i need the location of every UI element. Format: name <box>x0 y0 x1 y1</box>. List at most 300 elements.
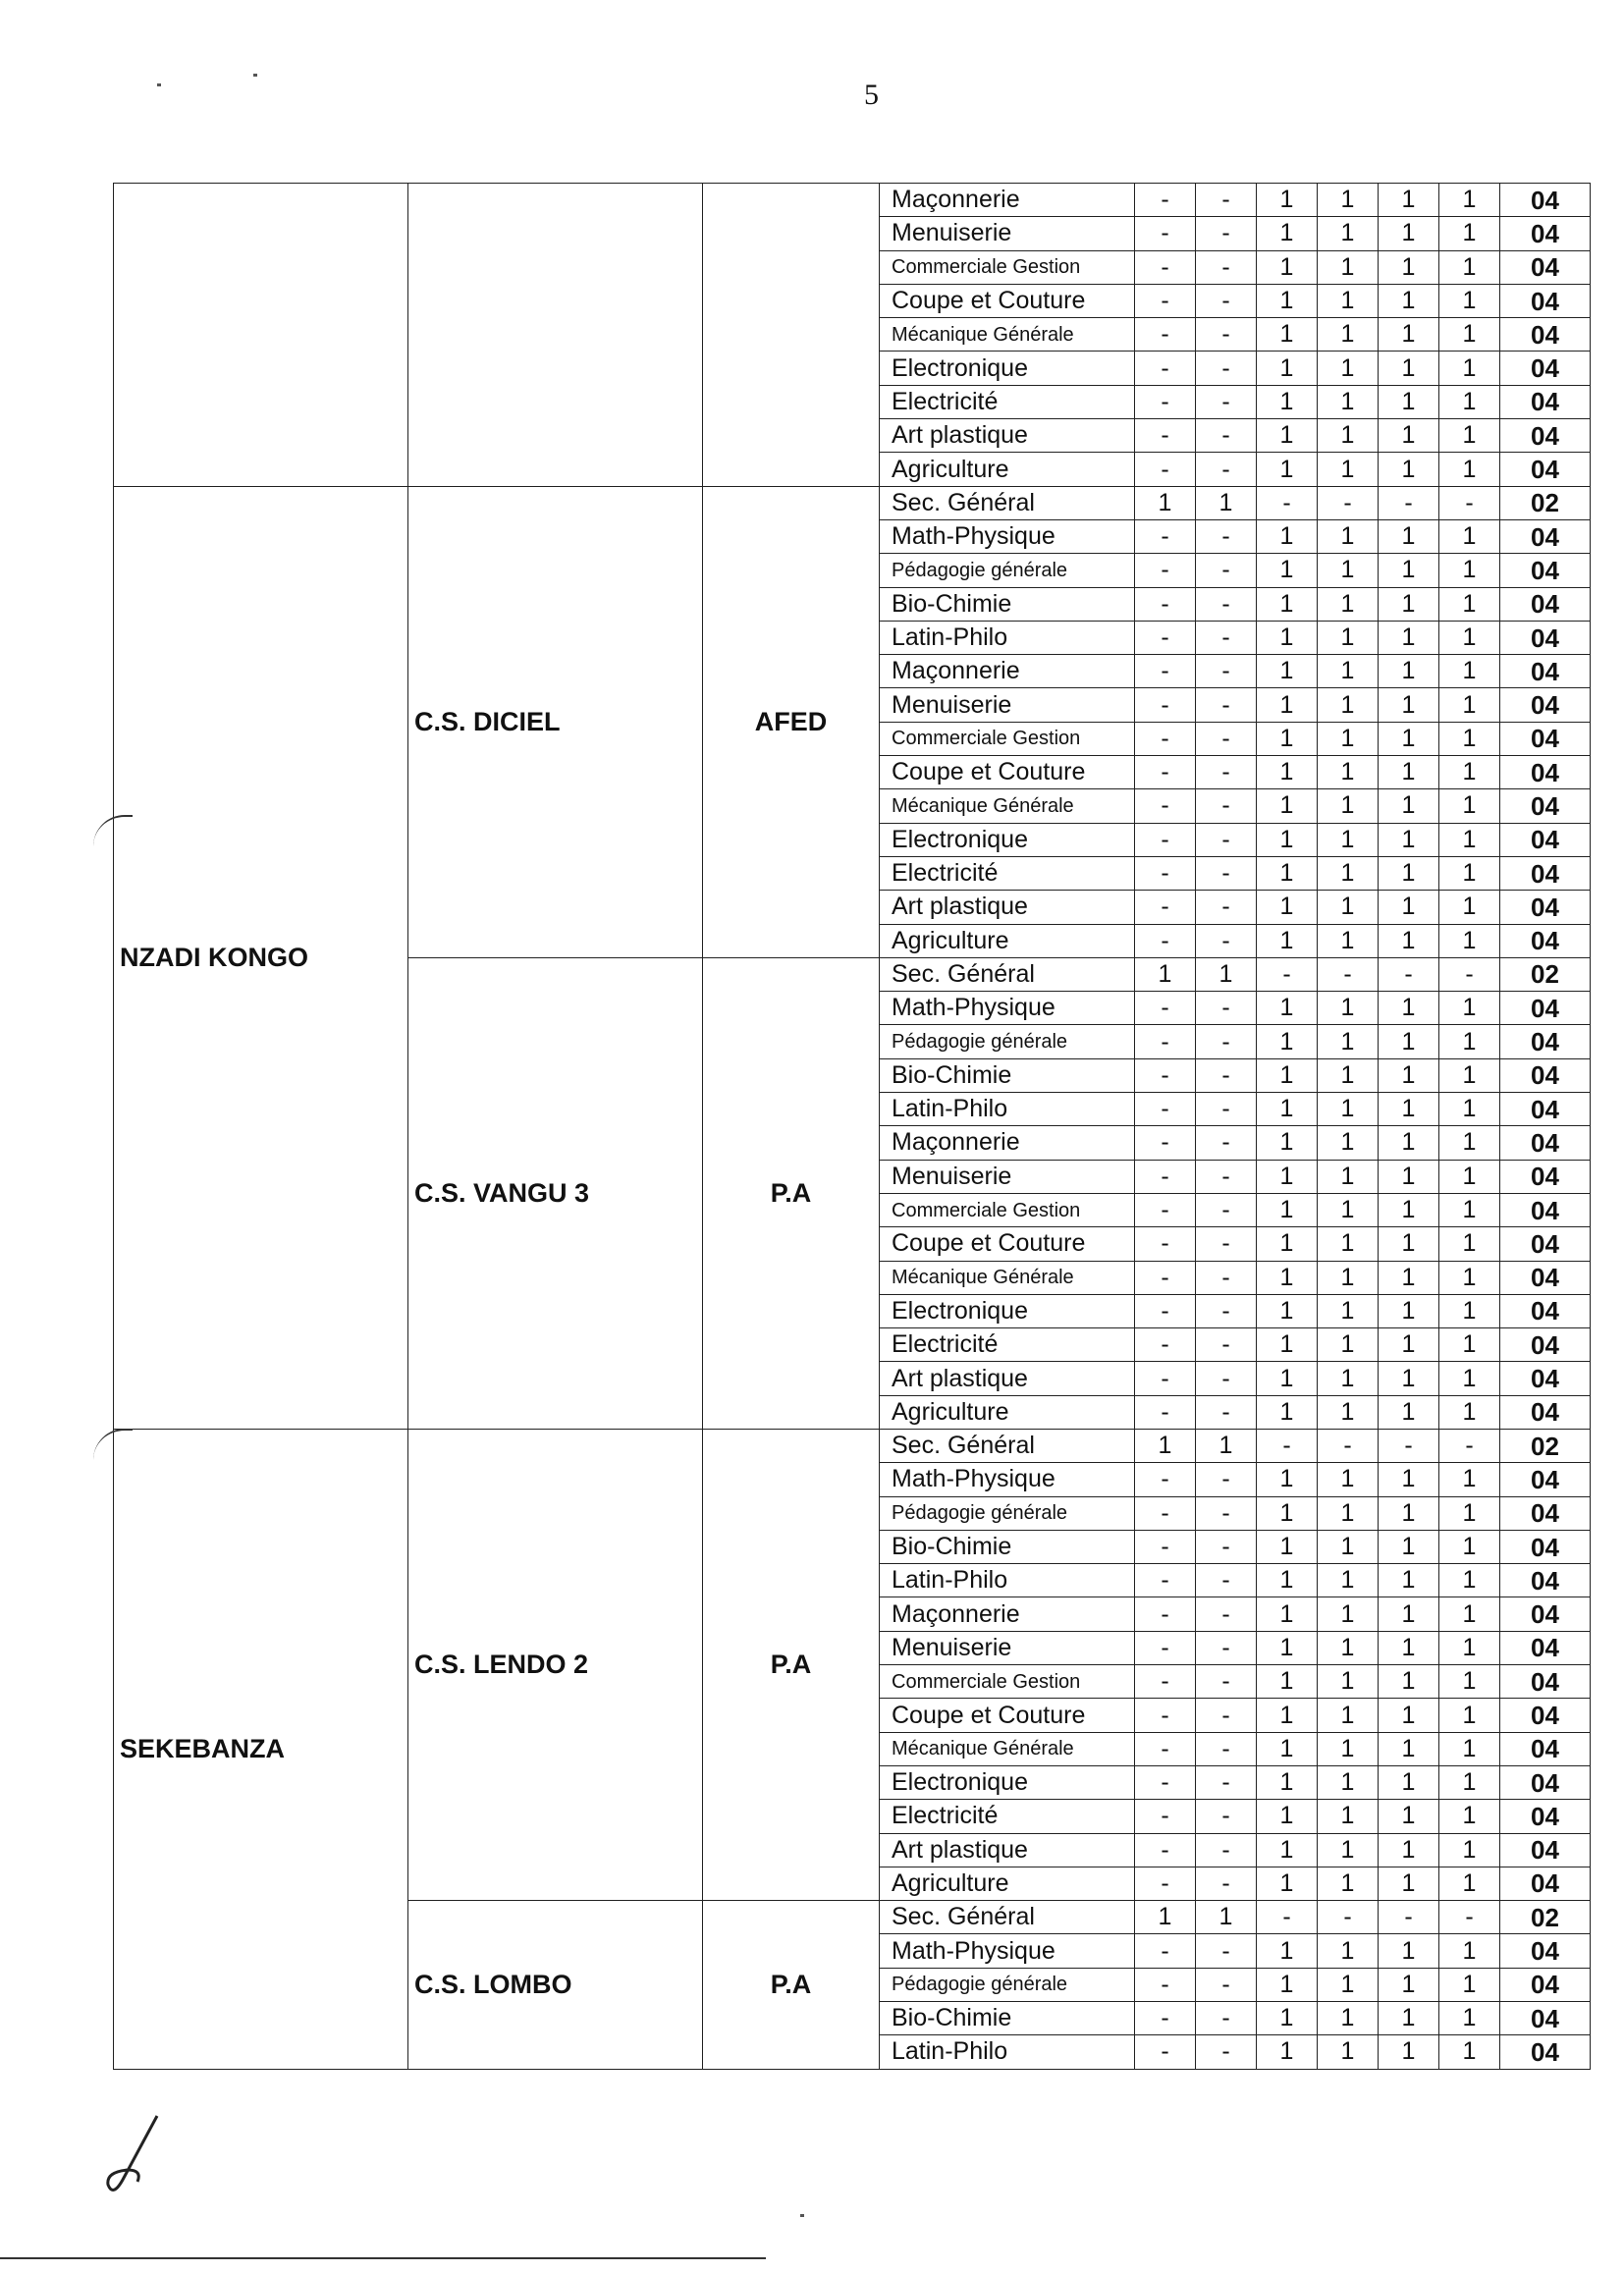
count-cell-c1: - <box>1135 1530 1196 1563</box>
count-cell-c3: - <box>1257 957 1318 991</box>
total-cell: 04 <box>1500 1530 1591 1563</box>
count-cell-c4: 1 <box>1318 1665 1379 1699</box>
table-row <box>114 486 1591 519</box>
total-cell: 04 <box>1500 1496 1591 1530</box>
count-cell-c5: 1 <box>1379 1193 1439 1226</box>
count-cell-c6: 1 <box>1439 1833 1500 1867</box>
option-cell: Maçonnerie <box>880 655 1135 688</box>
count-cell-c1: - <box>1135 1093 1196 1126</box>
total-cell: 04 <box>1500 1395 1591 1429</box>
count-cell-c6: 1 <box>1439 1126 1500 1160</box>
count-cell-c5: 1 <box>1379 1025 1439 1058</box>
count-cell-c6: 1 <box>1439 385 1500 418</box>
count-cell-c1: 1 <box>1135 1429 1196 1462</box>
option-cell: Commerciale Gestion <box>880 1193 1135 1226</box>
count-cell-c5: 1 <box>1379 385 1439 418</box>
count-cell-c6: 1 <box>1439 992 1500 1025</box>
count-cell-c3: 1 <box>1257 1732 1318 1765</box>
count-cell-c1: - <box>1135 1193 1196 1226</box>
count-cell-c2: - <box>1196 756 1257 789</box>
option-cell: Menuiserie <box>880 1160 1135 1193</box>
count-cell-c4: 1 <box>1318 655 1379 688</box>
count-cell-c2: - <box>1196 385 1257 418</box>
count-cell-c6: 1 <box>1439 519 1500 553</box>
count-cell-c5: 1 <box>1379 621 1439 654</box>
count-cell-c5: 1 <box>1379 1699 1439 1732</box>
count-cell-c3: 1 <box>1257 1294 1318 1327</box>
count-cell-c6: 1 <box>1439 1463 1500 1496</box>
count-cell-c3: 1 <box>1257 856 1318 890</box>
option-cell: Electricité <box>880 385 1135 418</box>
count-cell-c1: - <box>1135 1160 1196 1193</box>
count-cell-c2: - <box>1196 2035 1257 2069</box>
option-cell: Sec. Général <box>880 1901 1135 1934</box>
count-cell-c5: 1 <box>1379 722 1439 755</box>
count-cell-c4: 1 <box>1318 1631 1379 1664</box>
count-cell-c5: 1 <box>1379 1665 1439 1699</box>
count-cell-c2: 1 <box>1196 1901 1257 1934</box>
count-cell-c3: 1 <box>1257 1800 1318 1833</box>
count-cell-c2: - <box>1196 1261 1257 1294</box>
count-cell-c1: - <box>1135 1058 1196 1092</box>
total-cell: 04 <box>1500 1193 1591 1226</box>
total-cell: 04 <box>1500 453 1591 486</box>
total-cell: 04 <box>1500 1025 1591 1058</box>
count-cell-c3: - <box>1257 486 1318 519</box>
option-cell: Menuiserie <box>880 1631 1135 1664</box>
count-cell-c1: - <box>1135 823 1196 856</box>
total-cell: 04 <box>1500 519 1591 553</box>
count-cell-c6: 1 <box>1439 1597 1500 1631</box>
count-cell-c6: 1 <box>1439 419 1500 453</box>
count-cell-c4: 1 <box>1318 318 1379 352</box>
scan-speck-2 <box>253 74 257 77</box>
option-cell: Maçonnerie <box>880 1597 1135 1631</box>
count-cell-c6: 1 <box>1439 1093 1500 1126</box>
count-cell-c3: 1 <box>1257 1530 1318 1563</box>
count-cell-c3: 1 <box>1257 1227 1318 1261</box>
count-cell-c3: 1 <box>1257 318 1318 352</box>
option-cell: Latin-Philo <box>880 2035 1135 2069</box>
count-cell-c3: 1 <box>1257 992 1318 1025</box>
count-cell-c1: - <box>1135 891 1196 924</box>
count-cell-c5: 1 <box>1379 1597 1439 1631</box>
count-cell-c6: 1 <box>1439 1968 1500 2001</box>
total-cell: 04 <box>1500 554 1591 587</box>
total-cell: 04 <box>1500 722 1591 755</box>
option-cell: Bio-Chimie <box>880 2002 1135 2035</box>
count-cell-c2: - <box>1196 1934 1257 1968</box>
count-cell-c1: - <box>1135 1934 1196 1968</box>
total-cell: 02 <box>1500 1429 1591 1462</box>
count-cell-c2: - <box>1196 1496 1257 1530</box>
count-cell-c4: 1 <box>1318 1732 1379 1765</box>
count-cell-c4: 1 <box>1318 453 1379 486</box>
total-cell: 04 <box>1500 1463 1591 1496</box>
count-cell-c5: 1 <box>1379 1160 1439 1193</box>
option-cell: Bio-Chimie <box>880 587 1135 621</box>
count-cell-c5: 1 <box>1379 992 1439 1025</box>
option-cell: Art plastique <box>880 891 1135 924</box>
count-cell-c2: - <box>1196 655 1257 688</box>
total-cell: 04 <box>1500 2035 1591 2069</box>
option-cell: Menuiserie <box>880 688 1135 722</box>
option-cell: Agriculture <box>880 1395 1135 1429</box>
count-cell-c3: 1 <box>1257 1968 1318 2001</box>
total-cell: 04 <box>1500 1765 1591 1799</box>
table-row <box>114 1429 1591 1462</box>
option-cell: Electricité <box>880 1800 1135 1833</box>
count-cell-c4: 1 <box>1318 1564 1379 1597</box>
count-cell-c4: 1 <box>1318 1833 1379 1867</box>
count-cell-c5: 1 <box>1379 1765 1439 1799</box>
count-cell-c2: - <box>1196 1867 1257 1900</box>
count-cell-c4: 1 <box>1318 1126 1379 1160</box>
count-cell-c1: - <box>1135 519 1196 553</box>
count-cell-c1: - <box>1135 924 1196 957</box>
count-cell-c5: 1 <box>1379 1564 1439 1597</box>
count-cell-c6: 1 <box>1439 1058 1500 1092</box>
count-cell-c1: - <box>1135 1328 1196 1362</box>
count-cell-c5: - <box>1379 1901 1439 1934</box>
count-cell-c1: - <box>1135 419 1196 453</box>
count-cell-c5: 1 <box>1379 1934 1439 1968</box>
count-cell-c2: - <box>1196 1362 1257 1395</box>
school-options-table <box>113 183 1591 2070</box>
count-cell-c6: - <box>1439 486 1500 519</box>
count-cell-c5: 1 <box>1379 1496 1439 1530</box>
count-cell-c3: 1 <box>1257 2002 1318 2035</box>
count-cell-c4: 1 <box>1318 1093 1379 1126</box>
count-cell-c1: - <box>1135 1025 1196 1058</box>
option-cell: Latin-Philo <box>880 1564 1135 1597</box>
total-cell: 04 <box>1500 1867 1591 1900</box>
count-cell-c2: - <box>1196 1968 1257 2001</box>
count-cell-c5: 1 <box>1379 1800 1439 1833</box>
count-cell-c4: 1 <box>1318 1800 1379 1833</box>
count-cell-c3: 1 <box>1257 1261 1318 1294</box>
count-cell-c5: 1 <box>1379 1530 1439 1563</box>
count-cell-c4: 1 <box>1318 1362 1379 1395</box>
count-cell-c4: - <box>1318 1429 1379 1462</box>
count-cell-c3: 1 <box>1257 1395 1318 1429</box>
count-cell-c6: 1 <box>1439 2002 1500 2035</box>
count-cell-c6: 1 <box>1439 1193 1500 1226</box>
count-cell-c6: 1 <box>1439 1395 1500 1429</box>
option-cell: Art plastique <box>880 1362 1135 1395</box>
territory-cell: NZADI KONGO <box>114 486 408 1429</box>
count-cell-c1: - <box>1135 587 1196 621</box>
option-cell: Art plastique <box>880 419 1135 453</box>
count-cell-c4: 1 <box>1318 1193 1379 1226</box>
count-cell-c4: - <box>1318 1901 1379 1934</box>
count-cell-c6: 1 <box>1439 1665 1500 1699</box>
school-cell: C.S. DICIEL <box>408 486 703 957</box>
count-cell-c4: 1 <box>1318 519 1379 553</box>
count-cell-c4: 1 <box>1318 823 1379 856</box>
count-cell-c4: 1 <box>1318 1328 1379 1362</box>
count-cell-c5: 1 <box>1379 688 1439 722</box>
count-cell-c6: 1 <box>1439 1160 1500 1193</box>
count-cell-c5: - <box>1379 486 1439 519</box>
count-cell-c2: - <box>1196 1294 1257 1327</box>
school-cell: C.S. LENDO 2 <box>408 1429 703 1900</box>
count-cell-c6: 1 <box>1439 587 1500 621</box>
count-cell-c4: 1 <box>1318 385 1379 418</box>
count-cell-c2: - <box>1196 1530 1257 1563</box>
count-cell-c1: - <box>1135 284 1196 317</box>
total-cell: 04 <box>1500 352 1591 385</box>
count-cell-c2: - <box>1196 1665 1257 1699</box>
count-cell-c2: - <box>1196 1833 1257 1867</box>
count-cell-c5: 1 <box>1379 554 1439 587</box>
count-cell-c2: - <box>1196 554 1257 587</box>
count-cell-c1: - <box>1135 385 1196 418</box>
count-cell-c5: 1 <box>1379 1362 1439 1395</box>
count-cell-c6: 1 <box>1439 2035 1500 2069</box>
total-cell: 02 <box>1500 1901 1591 1934</box>
count-cell-c2: - <box>1196 1800 1257 1833</box>
option-cell: Electricité <box>880 1328 1135 1362</box>
count-cell-c1: - <box>1135 992 1196 1025</box>
count-cell-c1: - <box>1135 2035 1196 2069</box>
count-cell-c4: 1 <box>1318 789 1379 823</box>
total-cell: 04 <box>1500 1058 1591 1092</box>
margin-bracket-2 <box>93 1429 133 1460</box>
count-cell-c6: 1 <box>1439 1496 1500 1530</box>
count-cell-c5: 1 <box>1379 453 1439 486</box>
option-cell: Commerciale Gestion <box>880 1665 1135 1699</box>
count-cell-c3: 1 <box>1257 1328 1318 1362</box>
count-cell-c2: - <box>1196 1395 1257 1429</box>
option-cell: Commerciale Gestion <box>880 250 1135 284</box>
count-cell-c6: 1 <box>1439 1530 1500 1563</box>
regime-cell: P.A <box>703 1901 880 2069</box>
count-cell-c4: 1 <box>1318 1261 1379 1294</box>
count-cell-c3: 1 <box>1257 250 1318 284</box>
count-cell-c3: 1 <box>1257 1597 1318 1631</box>
total-cell: 04 <box>1500 419 1591 453</box>
count-cell-c2: - <box>1196 789 1257 823</box>
count-cell-c3: 1 <box>1257 621 1318 654</box>
count-cell-c3: 1 <box>1257 352 1318 385</box>
count-cell-c6: - <box>1439 1429 1500 1462</box>
total-cell: 04 <box>1500 992 1591 1025</box>
count-cell-c4: 1 <box>1318 621 1379 654</box>
count-cell-c2: - <box>1196 284 1257 317</box>
page-number: 5 <box>864 79 879 111</box>
count-cell-c3: 1 <box>1257 1126 1318 1160</box>
count-cell-c2: - <box>1196 453 1257 486</box>
count-cell-c4: 1 <box>1318 1160 1379 1193</box>
regime-cell: P.A <box>703 957 880 1429</box>
count-cell-c5: 1 <box>1379 1833 1439 1867</box>
count-cell-c1: - <box>1135 1463 1196 1496</box>
count-cell-c1: - <box>1135 1227 1196 1261</box>
count-cell-c6: 1 <box>1439 1867 1500 1900</box>
count-cell-c1: - <box>1135 1867 1196 1900</box>
count-cell-c5: 1 <box>1379 1227 1439 1261</box>
count-cell-c2: - <box>1196 992 1257 1025</box>
count-cell-c5: 1 <box>1379 1126 1439 1160</box>
option-cell: Menuiserie <box>880 217 1135 250</box>
count-cell-c3: 1 <box>1257 1765 1318 1799</box>
bottom-rule <box>0 2257 766 2259</box>
count-cell-c1: - <box>1135 856 1196 890</box>
count-cell-c6: 1 <box>1439 352 1500 385</box>
total-cell: 04 <box>1500 184 1591 217</box>
count-cell-c6: 1 <box>1439 1765 1500 1799</box>
count-cell-c1: - <box>1135 453 1196 486</box>
count-cell-c5: 1 <box>1379 1631 1439 1664</box>
count-cell-c3: 1 <box>1257 385 1318 418</box>
count-cell-c4: 1 <box>1318 924 1379 957</box>
count-cell-c3: 1 <box>1257 1362 1318 1395</box>
total-cell: 04 <box>1500 1968 1591 2001</box>
option-cell: Sec. Général <box>880 486 1135 519</box>
total-cell: 04 <box>1500 688 1591 722</box>
count-cell-c5: 1 <box>1379 217 1439 250</box>
count-cell-c5: 1 <box>1379 284 1439 317</box>
count-cell-c5: - <box>1379 957 1439 991</box>
count-cell-c3: 1 <box>1257 419 1318 453</box>
count-cell-c3: 1 <box>1257 587 1318 621</box>
total-cell: 04 <box>1500 1732 1591 1765</box>
count-cell-c6: 1 <box>1439 318 1500 352</box>
count-cell-c5: 1 <box>1379 789 1439 823</box>
option-cell: Math-Physique <box>880 1463 1135 1496</box>
total-cell: 04 <box>1500 856 1591 890</box>
count-cell-c6: 1 <box>1439 284 1500 317</box>
total-cell: 04 <box>1500 1665 1591 1699</box>
count-cell-c1: - <box>1135 1362 1196 1395</box>
count-cell-c6: - <box>1439 1901 1500 1934</box>
count-cell-c2: - <box>1196 352 1257 385</box>
count-cell-c6: 1 <box>1439 823 1500 856</box>
count-cell-c3: 1 <box>1257 891 1318 924</box>
margin-bracket-1 <box>93 815 133 846</box>
total-cell: 04 <box>1500 1564 1591 1597</box>
count-cell-c6: 1 <box>1439 184 1500 217</box>
count-cell-c1: - <box>1135 756 1196 789</box>
count-cell-c2: - <box>1196 1765 1257 1799</box>
count-cell-c6: 1 <box>1439 1294 1500 1327</box>
option-cell: Art plastique <box>880 1833 1135 1867</box>
total-cell: 04 <box>1500 2002 1591 2035</box>
total-cell: 04 <box>1500 1294 1591 1327</box>
count-cell-c3: 1 <box>1257 1867 1318 1900</box>
option-cell: Sec. Général <box>880 1429 1135 1462</box>
total-cell: 04 <box>1500 823 1591 856</box>
option-cell: Agriculture <box>880 453 1135 486</box>
count-cell-c3: 1 <box>1257 1699 1318 1732</box>
count-cell-c2: - <box>1196 891 1257 924</box>
count-cell-c4: 1 <box>1318 1597 1379 1631</box>
option-cell: Latin-Philo <box>880 621 1135 654</box>
option-cell: Mécanique Générale <box>880 1732 1135 1765</box>
option-cell: Math-Physique <box>880 1934 1135 1968</box>
total-cell: 02 <box>1500 486 1591 519</box>
count-cell-c6: 1 <box>1439 1227 1500 1261</box>
count-cell-c6: 1 <box>1439 1732 1500 1765</box>
count-cell-c1: 1 <box>1135 957 1196 991</box>
count-cell-c4: - <box>1318 486 1379 519</box>
count-cell-c6: 1 <box>1439 1261 1500 1294</box>
count-cell-c6: 1 <box>1439 1800 1500 1833</box>
count-cell-c1: - <box>1135 1800 1196 1833</box>
count-cell-c6: 1 <box>1439 1699 1500 1732</box>
count-cell-c6: 1 <box>1439 1564 1500 1597</box>
count-cell-c4: 1 <box>1318 1530 1379 1563</box>
option-cell: Commerciale Gestion <box>880 722 1135 755</box>
count-cell-c4: 1 <box>1318 1463 1379 1496</box>
count-cell-c4: 1 <box>1318 1867 1379 1900</box>
count-cell-c1: 1 <box>1135 486 1196 519</box>
count-cell-c2: - <box>1196 621 1257 654</box>
count-cell-c2: - <box>1196 1160 1257 1193</box>
count-cell-c2: - <box>1196 2002 1257 2035</box>
count-cell-c2: - <box>1196 1058 1257 1092</box>
count-cell-c2: 1 <box>1196 1429 1257 1462</box>
count-cell-c1: - <box>1135 352 1196 385</box>
count-cell-c3: 1 <box>1257 823 1318 856</box>
count-cell-c1: - <box>1135 655 1196 688</box>
count-cell-c2: - <box>1196 1025 1257 1058</box>
option-cell: Bio-Chimie <box>880 1530 1135 1563</box>
count-cell-c1: - <box>1135 1294 1196 1327</box>
count-cell-c3: 1 <box>1257 1093 1318 1126</box>
count-cell-c2: - <box>1196 1631 1257 1664</box>
option-cell: Agriculture <box>880 924 1135 957</box>
count-cell-c2: - <box>1196 217 1257 250</box>
count-cell-c4: 1 <box>1318 688 1379 722</box>
count-cell-c4: 1 <box>1318 756 1379 789</box>
count-cell-c4: 1 <box>1318 722 1379 755</box>
count-cell-c6: 1 <box>1439 1631 1500 1664</box>
count-cell-c3: 1 <box>1257 554 1318 587</box>
count-cell-c2: - <box>1196 1597 1257 1631</box>
count-cell-c3: 1 <box>1257 1665 1318 1699</box>
count-cell-c6: 1 <box>1439 756 1500 789</box>
count-cell-c3: 1 <box>1257 1058 1318 1092</box>
count-cell-c1: - <box>1135 621 1196 654</box>
option-cell: Mécanique Générale <box>880 1261 1135 1294</box>
total-cell: 04 <box>1500 284 1591 317</box>
total-cell: 04 <box>1500 1833 1591 1867</box>
count-cell-c5: 1 <box>1379 924 1439 957</box>
option-cell: Sec. Général <box>880 957 1135 991</box>
total-cell: 04 <box>1500 1328 1591 1362</box>
count-cell-c4: 1 <box>1318 2002 1379 2035</box>
count-cell-c5: 1 <box>1379 1395 1439 1429</box>
count-cell-c2: 1 <box>1196 957 1257 991</box>
school-cell: C.S. LOMBO <box>408 1901 703 2069</box>
count-cell-c2: - <box>1196 823 1257 856</box>
total-cell: 04 <box>1500 318 1591 352</box>
total-cell: 04 <box>1500 756 1591 789</box>
count-cell-c5: 1 <box>1379 1261 1439 1294</box>
count-cell-c4: 1 <box>1318 1699 1379 1732</box>
count-cell-c2: - <box>1196 1227 1257 1261</box>
count-cell-c6: 1 <box>1439 789 1500 823</box>
count-cell-c3: 1 <box>1257 1160 1318 1193</box>
option-cell: Math-Physique <box>880 992 1135 1025</box>
option-cell: Bio-Chimie <box>880 1058 1135 1092</box>
count-cell-c4: 1 <box>1318 184 1379 217</box>
option-cell: Pédagogie générale <box>880 1496 1135 1530</box>
count-cell-c5: 1 <box>1379 184 1439 217</box>
total-cell: 04 <box>1500 1800 1591 1833</box>
